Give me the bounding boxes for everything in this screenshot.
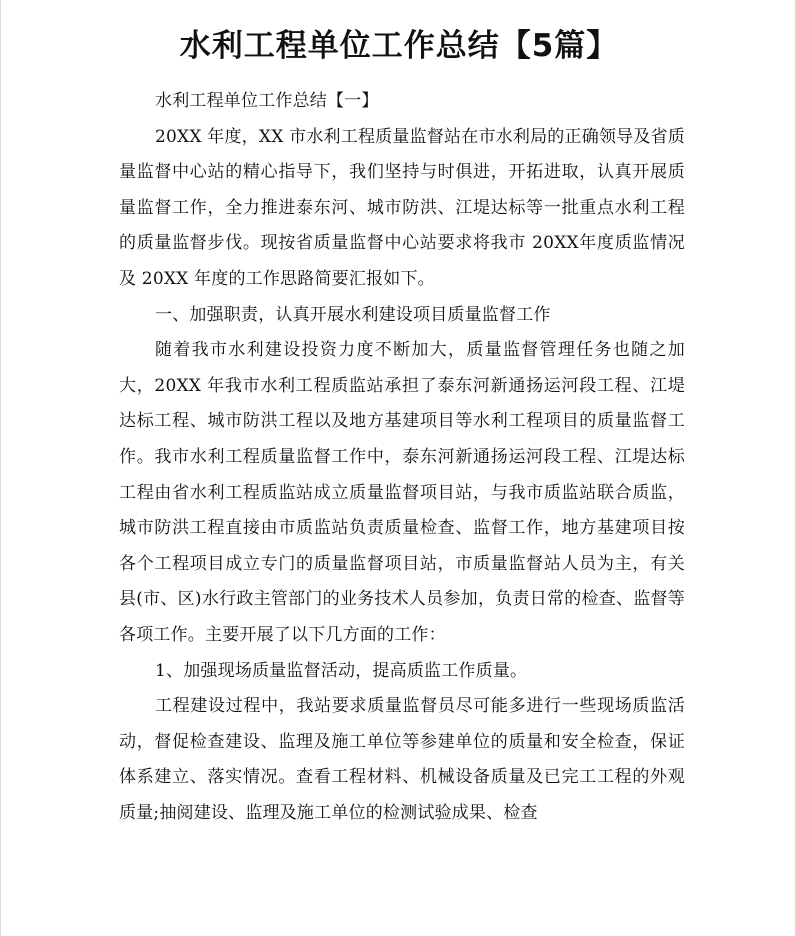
section-heading: 一、加强职责，认真开展水利建设项目质量监督工作 (155, 304, 551, 325)
body-paragraph: 20XX 年度，XX 市水利工程质量监督站在市水利局的正确领导及省质量监督中心站的精心指导下，我们坚持与时俱进，开拓进取，认真开展质量监督工作，全力推进泰东河、城市防洪、江堤达标等一批重点水利工程的质量监督步伐。现按省质量监督中心站要求将我市 20XX年度质监情况及 20XX 年度的工作思路简要汇报如下。 (119, 126, 685, 289)
document-body (119, 84, 685, 831)
section-heading: 水利工程单位工作总结【一】 (155, 91, 379, 111)
document-title: 水利工程单位工作总结【5篇】 (179, 28, 619, 64)
subsection-heading: 1、加强现场质量监督活动，提高质监工作质量。 (155, 660, 528, 681)
body-paragraph: 工程建设过程中，我站要求质量监督员尽可能多进行一些现场质监活动，督促检查建设、监理及施工单位等参建单位的质量和安全检查，保证体系建立、落实情况。查看工程材料、机械设备质量及已完工工程的外观质量;抽阅建设、监理及施工单位的检测试验成果、检查 (119, 696, 685, 823)
body-paragraph: 随着我市水利建设投资力度不断加大，质量监督管理任务也随之加大，20XX 年我市水利工程质监站承担了泰东河新通扬运河段工程、江堤达标工程、城市防洪工程以及地方基建项目等水利工程项目的质量监督工作。我市水利工程质量监督工作中，泰东河新通扬运河段工程、江堤达标工程由省水利工程质监站成立质量监督项目站，与我市质监站联合质监，城市防洪工程直接由市质监站负责质量检查、监督工作，地方基建项目按各个工程项目成立专门的质量监督项目站，市质量监督站人员为主，有关县(市、区)水行政主管部门的业务技术人员参加，负责日常的检查、监督等各项工作。主要开展了以下几方面的工作： (119, 340, 685, 645)
